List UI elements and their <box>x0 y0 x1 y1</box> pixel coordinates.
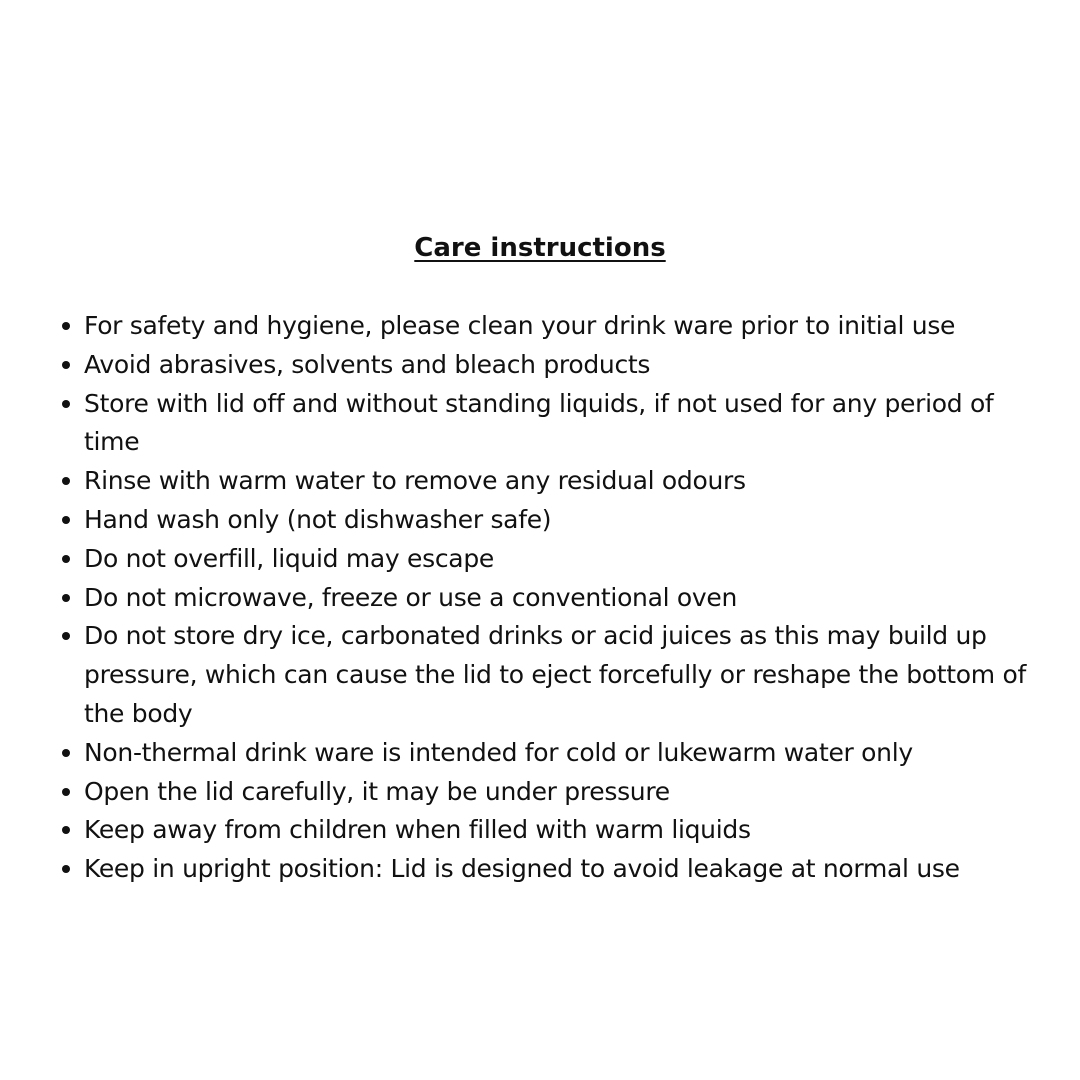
list-item: Non-thermal drink ware is intended for cold or lukewarm water only <box>84 734 1044 773</box>
list-item: Keep in upright position: Lid is designed to avoid leakage at normal use <box>84 850 1044 889</box>
list-item: Store with lid off and without standing liquids, if not used for any period of time <box>84 385 1044 463</box>
list-item: Hand wash only (not dishwasher safe) <box>84 501 1044 540</box>
list-item: Do not store dry ice, carbonated drinks or acid juices as this may build up pressure, which can cause the lid to eject forcefully or reshape the bottom of the body <box>84 617 1044 733</box>
list-item: Do not overfill, liquid may escape <box>84 540 1044 579</box>
list-item: Keep away from children when filled with warm liquids <box>84 811 1044 850</box>
page-title: Care instructions <box>414 233 666 263</box>
care-instructions-list <box>84 307 1044 889</box>
list-item: For safety and hygiene, please clean your drink ware prior to initial use <box>84 307 1044 346</box>
list-item: Rinse with warm water to remove any residual odours <box>84 462 1044 501</box>
list-item: Open the lid carefully, it may be under pressure <box>84 773 1044 812</box>
list-item: Avoid abrasives, solvents and bleach products <box>84 346 1044 385</box>
list-item: Do not microwave, freeze or use a conventional oven <box>84 579 1044 618</box>
